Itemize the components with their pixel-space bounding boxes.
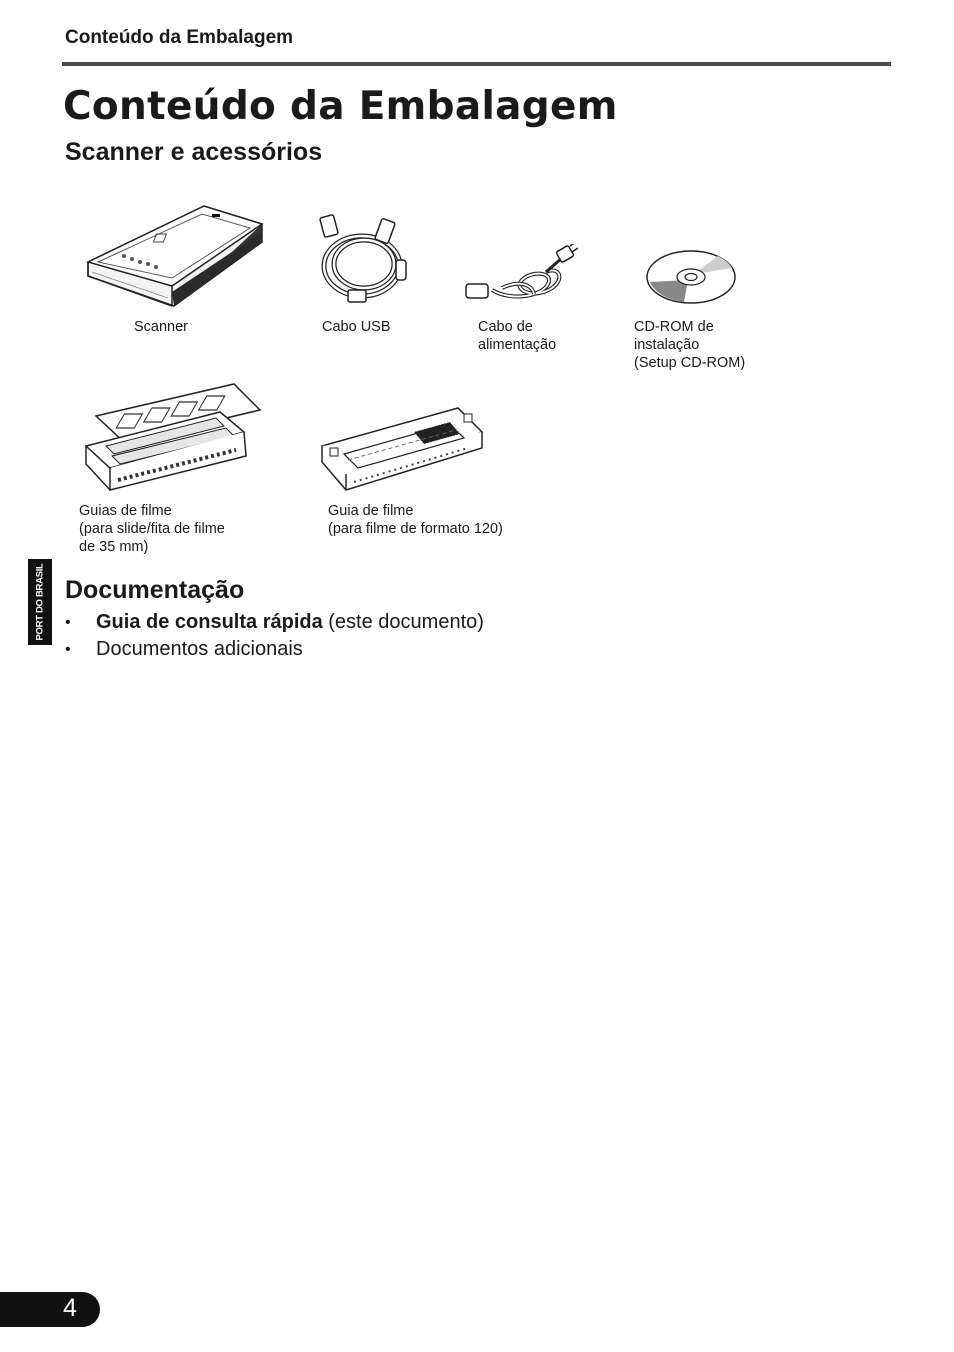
caption-scanner: Scanner bbox=[134, 319, 189, 335]
caption-usb-cable: Cabo USB bbox=[322, 319, 391, 335]
section-heading-documentation: Documentação bbox=[65, 576, 245, 604]
page-title: Conteúdo da Embalagem bbox=[63, 84, 618, 129]
film-guides-35mm-icon bbox=[84, 380, 266, 494]
bullet: • bbox=[65, 614, 71, 631]
list-item bbox=[65, 609, 484, 636]
list-item-text: (este documento) bbox=[322, 611, 484, 633]
page-number-badge bbox=[0, 1292, 100, 1327]
cd-rom-icon bbox=[644, 248, 738, 306]
documentation-list bbox=[65, 609, 484, 663]
list-item bbox=[65, 636, 484, 663]
caption-power-cable: Cabo de alimentação bbox=[478, 319, 557, 353]
running-header: Conteúdo da Embalagem bbox=[65, 27, 294, 48]
language-side-tab-label: PORT DO BRASIL bbox=[34, 563, 46, 641]
list-item-text: Documentos adicionais bbox=[96, 638, 303, 660]
page-number: 4 bbox=[63, 1294, 77, 1322]
caption-cd-rom: CD-ROM de instalação (Setup CD-ROM) bbox=[634, 319, 746, 371]
power-cable-icon bbox=[462, 244, 580, 306]
section-heading-accessories: Scanner e acessórios bbox=[65, 138, 323, 166]
header-rule bbox=[62, 62, 891, 66]
list-item-bold: Guia de consulta rápida bbox=[96, 611, 323, 633]
caption-film-guide-120: Guia de filme (para filme de formato 120) bbox=[328, 503, 503, 537]
film-guide-120-icon bbox=[318, 404, 486, 494]
usb-cable-icon bbox=[318, 212, 414, 306]
language-side-tab bbox=[28, 559, 52, 645]
bullet: • bbox=[65, 641, 71, 658]
caption-film-guides-35mm: Guias de filme (para slide/fita de filme de 35 mm) bbox=[79, 503, 225, 555]
scanner-icon bbox=[84, 202, 270, 314]
